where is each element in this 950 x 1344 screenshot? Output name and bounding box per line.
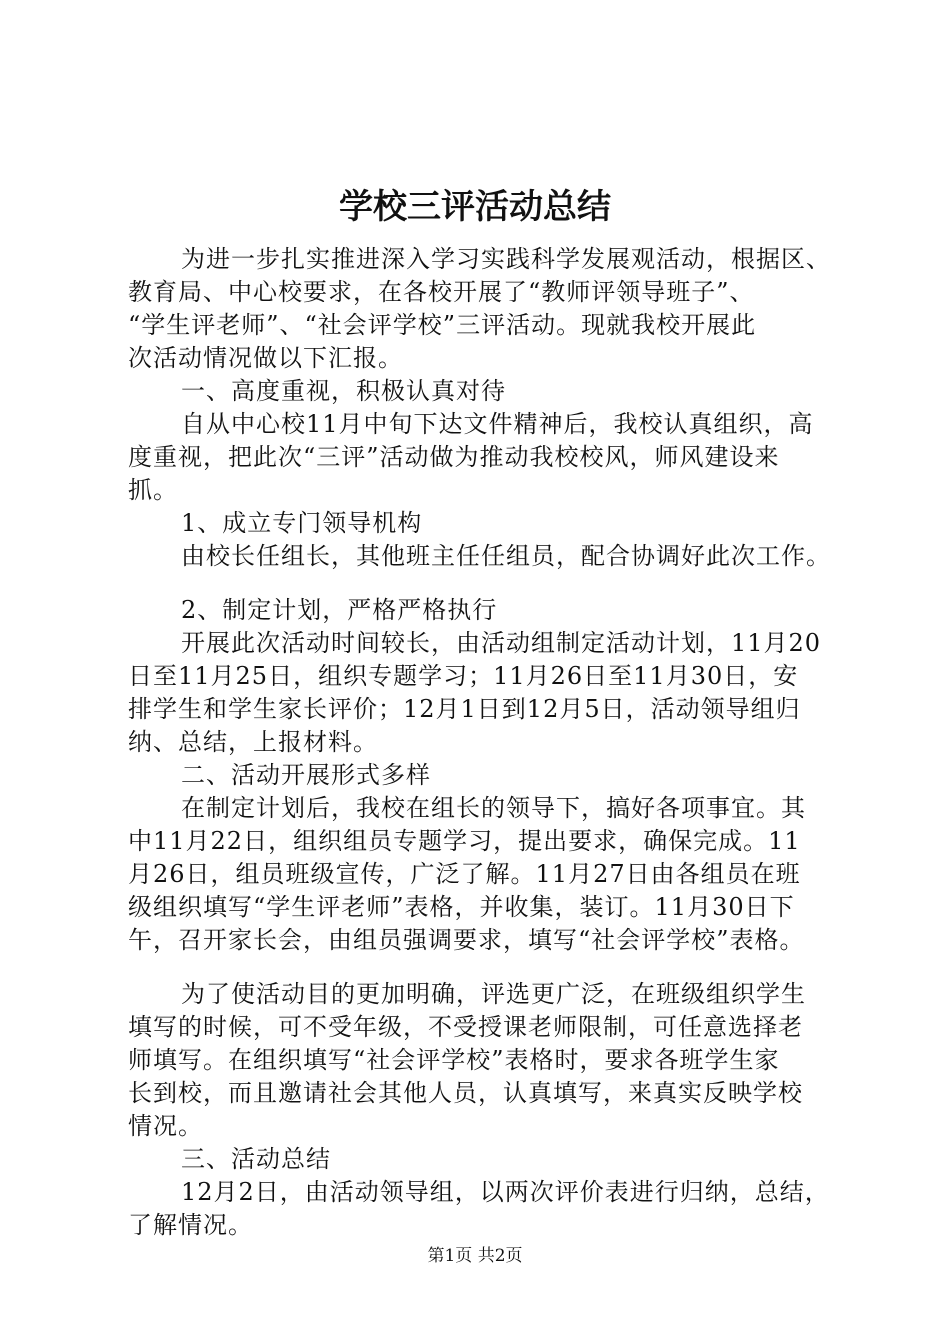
paragraph-line: 填写的时候，可不受年级，不受授课老师限制，可任意选择老: [128, 1013, 803, 1041]
paragraph-line: 中11月22日，组织组员专题学习，提出要求，确保完成。11: [128, 827, 801, 855]
paragraph-line: 了解情况。: [128, 1211, 253, 1239]
paragraph-line: 由校长任组长，其他班主任任组员，配合协调好此次工作。: [181, 542, 831, 570]
paragraph-line: 月26日，组员班级宣传，广泛了解。11月27日由各组员在班: [128, 860, 801, 888]
paragraph-line: 纳、总结，上报材料。: [128, 728, 378, 756]
paragraph-line: 12月2日，由活动领导组，以两次评价表进行归纳，总结，: [181, 1178, 830, 1206]
paragraph-line: 师填写。在组织填写“社会评学校”表格时，要求各班学生家: [128, 1046, 780, 1074]
paragraph-line: 抓。: [128, 476, 178, 504]
paragraph-line: 午，召开家长会，由组员强调要求，填写“社会评学校”表格。: [128, 926, 805, 954]
subsection-heading: 2、制定计划，严格严格执行: [181, 596, 498, 624]
paragraph-line: 情况。: [128, 1112, 203, 1140]
section-heading: 三、活动总结: [181, 1145, 331, 1173]
page-footer: 第1页 共2页: [427, 1246, 523, 1266]
section-heading: 一、高度重视，积极认真对待: [181, 377, 506, 405]
subsection-heading: 1、成立专门领导机构: [181, 509, 423, 537]
paragraph-line: 自从中心校11月中旬下达文件精神后，我校认真组织，高: [181, 410, 814, 438]
section-heading: 二、活动开展形式多样: [181, 761, 431, 789]
paragraph-line: 为进一步扎实推进深入学习实践科学发展观活动，根据区、: [181, 245, 831, 273]
paragraph-line: 日至11月25日，组织专题学习；11月26日至11月30日，安: [128, 662, 799, 690]
paragraph-line: 排学生和学生家长评价；12月1日到12月5日，活动领导组归: [128, 695, 801, 723]
paragraph-line: 长到校，而且邀请社会其他人员，认真填写，来真实反映学校: [128, 1079, 803, 1107]
paragraph-line: 度重视，把此次“三评”活动做为推动我校校风，师风建设来: [128, 443, 780, 471]
paragraph-line: 教育局、中心校要求，在各校开展了“教师评领导班子”、: [128, 278, 755, 306]
paragraph-line: 次活动情况做以下汇报。: [128, 344, 403, 372]
paragraph-line: 级组织填写“学生评老师”表格，并收集，装订。11月30日下: [128, 893, 795, 921]
paragraph-line: “学生评老师”、“社会评学校”三评活动。现就我校开展此: [128, 311, 757, 339]
paragraph-line: 为了使活动目的更加明确，评选更广泛，在班级组织学生: [181, 980, 806, 1008]
paragraph-line: 开展此次活动时间较长，由活动组制定活动计划，11月20: [181, 629, 822, 657]
paragraph-line: 在制定计划后，我校在组长的领导下，搞好各项事宜。其: [181, 794, 806, 822]
document-title: 学校三评活动总结: [339, 187, 611, 227]
